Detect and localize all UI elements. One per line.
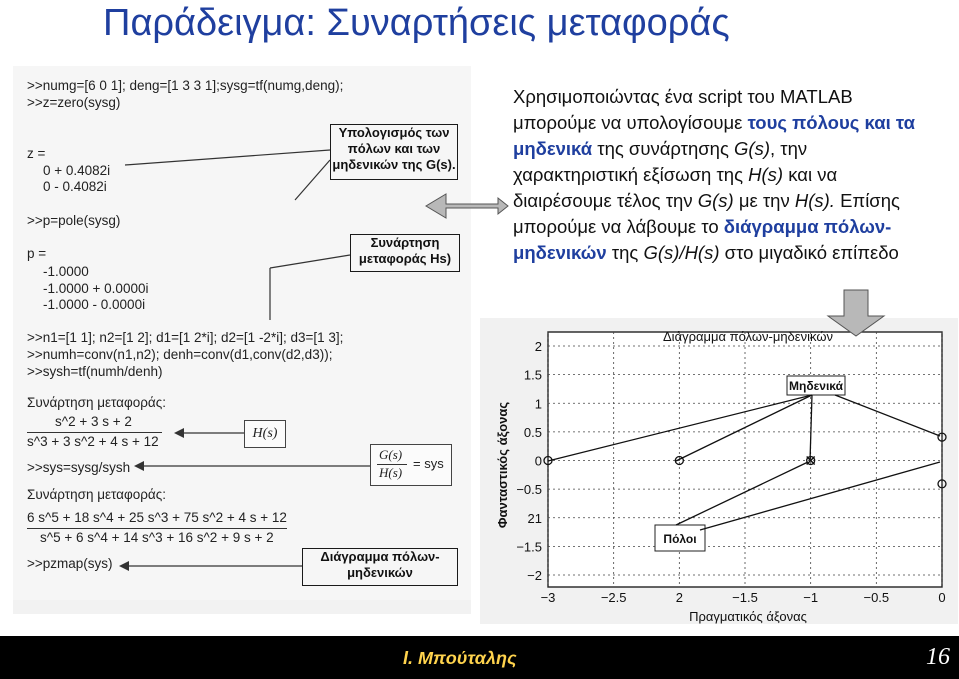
arrow-left-icon	[426, 194, 508, 218]
x-axis-label: Πραγματικός άξονας	[689, 609, 807, 624]
y-tick-labels	[516, 339, 542, 583]
y-tick-label: −2	[527, 568, 542, 583]
arrow-head-icon	[134, 461, 144, 471]
note-text: πόλων και των	[347, 141, 441, 156]
output-value: -1.0000 - 0.0000i	[43, 297, 146, 312]
code-line: >>p=pole(sysg)	[27, 213, 121, 228]
x-tick-label: 2	[675, 590, 683, 605]
x-tick-label: −3	[540, 590, 556, 605]
note-text: Διάγραμμα πόλων-	[320, 549, 440, 564]
h-symbol: H(s)	[379, 465, 403, 480]
code-line: >>n1=[1 1]; n2=[1 2]; d1=[1 2*i]; d2=[1 -2*i]; d3=[1 3];	[27, 330, 344, 345]
arrow-head-icon	[119, 561, 129, 571]
x-tick-label: −1	[803, 590, 819, 605]
prose-math: H(s)	[748, 164, 784, 185]
y-tick-label: −0.5	[516, 482, 542, 498]
prose-math: H(s).	[794, 190, 835, 211]
arrow-down-icon	[828, 290, 884, 336]
prose-math: G(s)/H(s)	[643, 242, 720, 263]
zeros-callout: Μηδενικά	[789, 379, 843, 393]
output-value: 0 + 0.4082i	[43, 163, 111, 178]
x-tick-label: −0.5	[863, 590, 890, 605]
prose-text: της συνάρτησης	[592, 138, 735, 159]
note-text: μεταφοράς Hs)	[358, 251, 452, 266]
code-line: >>z=zero(sysg)	[27, 95, 121, 110]
slide-title: Παράδειγμα: Συναρτήσεις μεταφοράς	[103, 2, 730, 44]
author-name: I. Μπούταλης	[403, 648, 517, 668]
y-tick-label: 1.5	[523, 367, 542, 383]
code-line: >>pzmap(sys)	[27, 556, 113, 571]
code-line: >>numh=conv(n1,n2); denh=conv(d1,conv(d2,d3));	[27, 347, 333, 362]
prose-text: στο μιγαδικό επίπεδο	[719, 242, 899, 263]
prose-text: της	[606, 242, 644, 263]
y-tick-label: 0	[534, 453, 542, 469]
arrow-head-icon	[174, 428, 184, 438]
scan-arrow	[270, 255, 350, 268]
x-tick-label: −2.5	[600, 590, 627, 605]
tf-denominator: s^5 + 6 s^4 + 14 s^3 + 16 s^2 + 9 s + 2	[40, 530, 274, 545]
y-tick-label: 2	[534, 339, 542, 354]
output-label: z =	[27, 146, 46, 161]
prose-text: Χρησιμοποιώντας ένα script του MATLAB μπορούμε να υπολογίσουμε	[513, 86, 853, 133]
tf-numerator: s^2 + 3 s + 2	[55, 414, 132, 429]
footer-bar	[0, 636, 959, 679]
note-text: μηδενικών της G(s).	[332, 157, 456, 172]
code-line: >>sys=sysg/sysh	[27, 460, 131, 475]
note-text: Υπολογισμός των	[338, 125, 450, 140]
prose-text: , την χαρακτηριστική εξίσωση της	[513, 138, 808, 185]
output-label: Συνάρτηση μεταφοράς:	[27, 487, 166, 502]
output-value: -1.0000 + 0.0000i	[43, 281, 149, 296]
prose-text: με την	[733, 190, 795, 211]
page-number: 16	[926, 644, 950, 670]
chart-title: Διάγραμμα πόλων-μηδενικών	[663, 329, 833, 344]
prose-math: G(s)	[734, 138, 770, 159]
sys-label: = sys	[413, 456, 444, 471]
x-tick-label: 0	[938, 590, 946, 605]
y-tick-label: 21	[527, 510, 542, 526]
prose-math: G(s)	[697, 190, 734, 211]
x-tick-label: −1.5	[732, 590, 758, 605]
scan-arrow	[295, 160, 330, 200]
y-tick-label: 0.5	[523, 424, 542, 440]
output-label: p =	[27, 246, 47, 261]
prose-highlight: διάγραμμα πόλων-μηδενικών	[513, 216, 892, 263]
prose-text: Επίσης μπορούμε να λάβουμε το	[513, 190, 900, 237]
tf-denominator: s^3 + 3 s^2 + 4 s + 12	[27, 434, 159, 449]
h-symbol-box: H(s)	[244, 420, 286, 448]
prose-text: και να διαιρέσουμε τέλος την	[513, 164, 838, 211]
note-text: μηδενικών	[347, 565, 413, 580]
g-symbol: G(s)	[379, 447, 403, 462]
poles-callout: Πόλοι	[663, 532, 697, 546]
scan-arrow	[125, 150, 330, 165]
output-value: -1.0000	[43, 264, 89, 279]
code-line: >>sysh=tf(numh/denh)	[27, 364, 163, 379]
y-tick-label: −1.5	[516, 539, 542, 555]
x-tick-labels	[541, 590, 946, 605]
code-line: >>numg=[6 0 1]; deng=[1 3 3 1];sysg=tf(numg,deng);	[27, 78, 344, 93]
y-axis-label: Φανταστικός άξονας	[495, 401, 510, 529]
output-label: Συνάρτηση μεταφοράς:	[27, 395, 166, 410]
y-tick-label: 1	[534, 396, 542, 412]
tf-numerator: 6 s^5 + 18 s^4 + 25 s^3 + 75 s^2 + 4 s + 12	[27, 510, 287, 525]
output-value: 0 - 0.4082i	[43, 179, 107, 194]
note-text: Συνάρτηση	[370, 235, 440, 250]
prose-highlight: τους πόλους και τα μηδενικά	[513, 112, 915, 159]
